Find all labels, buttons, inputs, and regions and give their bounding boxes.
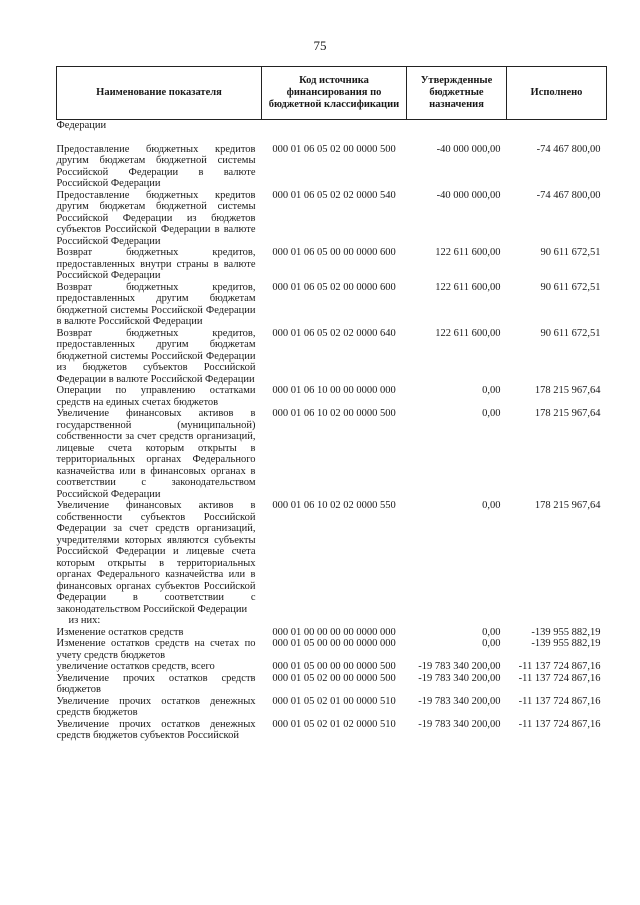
cell-code: 000 01 06 10 02 02 0000 550 (272, 500, 396, 511)
cell-code: 000 01 06 05 02 02 0000 640 (272, 327, 396, 339)
table-row (57, 638, 607, 661)
cell-name: Увеличение прочих остатков средств бюджетов (56, 672, 256, 695)
cell-approved (407, 132, 507, 144)
cell-executed: -139 955 882,19 (531, 638, 601, 649)
page-number: 75 (313, 38, 327, 53)
cell-executed: -11 137 724 867,16 (518, 695, 601, 707)
cell-code: 000 01 06 05 00 00 0000 600 (272, 247, 396, 258)
cell-approved: 0,00 (482, 408, 501, 419)
cell-approved: -19 783 340 200,00 (418, 661, 501, 672)
header-executed: Исполнено (507, 67, 607, 120)
cell-executed: -11 137 724 867,16 (518, 718, 601, 730)
cell-code: 000 01 06 05 02 02 0000 540 (272, 189, 396, 201)
cell-executed (507, 132, 607, 144)
cell-code (262, 615, 407, 627)
cell-name: Увеличение финансовых активов в государственной (муниципальной) собственности за счет средств организаций, лицевые счета которым открыты в территориальных органах Федерального казначейства или в финансовых органах в соответствии с законодательством Российской Федерации (56, 408, 256, 500)
cell-executed: -11 137 724 867,16 (518, 661, 601, 672)
table-row (57, 385, 607, 408)
budget-table (56, 66, 607, 742)
cell-name: Изменение остатков средств (56, 626, 184, 638)
cell-name: Возврат бюджетных кредитов, предоставленных внутри страны в валюте Российской Федерации (56, 247, 256, 281)
cell-name: Федерации (56, 120, 107, 131)
cell-code (262, 132, 407, 144)
cell-code: 000 01 05 00 00 00 0000 000 (272, 638, 396, 649)
cell-executed: -139 955 882,19 (531, 626, 601, 638)
table-row (57, 190, 607, 248)
table-row (57, 408, 607, 500)
header-code: Код источника финансирования по бюджетной классификации (262, 67, 407, 120)
header-approved: Утвержденные бюджетные назначения (407, 67, 507, 120)
cell-approved: 122 611 600,00 (435, 281, 501, 293)
cell-name: Предоставление бюджетных кредитов другим бюджетам бюджетной системы Российской Федерации в валюте Российской Федерации (56, 143, 256, 189)
cell-name: Увеличение прочих остатков денежных средств бюджетов (56, 695, 256, 718)
table-row (57, 719, 607, 742)
cell-executed: 90 611 672,51 (540, 327, 601, 339)
cell-code: 000 01 00 00 00 00 0000 000 (272, 626, 396, 638)
cell-code: 000 01 05 00 00 00 0000 500 (272, 661, 396, 672)
table-row (57, 500, 607, 615)
cell-executed (507, 120, 607, 132)
cell-code: 000 01 05 02 00 00 0000 500 (272, 672, 396, 684)
cell-approved: 0,00 (482, 626, 501, 638)
table-body (57, 120, 607, 742)
header-name: Наименование показателя (57, 67, 262, 120)
table-row (57, 120, 607, 132)
cell-approved (407, 120, 507, 132)
cell-approved (407, 615, 507, 627)
cell-approved: -40 000 000,00 (436, 189, 501, 201)
table-row (57, 696, 607, 719)
table-row (57, 661, 607, 673)
table-row (57, 615, 607, 627)
cell-executed: 90 611 672,51 (540, 247, 601, 258)
cell-name: Возврат бюджетных кредитов, предоставленных другим бюджетам бюджетной системы Российской Федерации из бюджетов субъектов Российской Федерации в валюте Российской Федерации (56, 327, 256, 385)
cell-executed: -11 137 724 867,16 (518, 672, 601, 684)
table-row (57, 328, 607, 386)
cell-approved: -40 000 000,00 (436, 143, 501, 155)
cell-executed: 178 215 967,64 (534, 500, 601, 511)
cell-approved: 0,00 (482, 385, 501, 396)
table-row (57, 247, 607, 282)
cell-executed: -74 467 800,00 (536, 189, 601, 201)
table-row (57, 144, 607, 190)
cell-executed (507, 615, 607, 627)
cell-executed: 178 215 967,64 (534, 408, 601, 419)
cell-executed: -74 467 800,00 (536, 143, 601, 155)
table-row (57, 132, 607, 144)
cell-name: из них: (68, 615, 101, 626)
cell-name: Операции по управлению остатками средств на единых счетах бюджетов (56, 385, 256, 408)
cell-name: увеличение остатков средств, всего (56, 661, 215, 672)
cell-code: 000 01 05 02 01 02 0000 510 (272, 718, 396, 730)
cell-approved: 122 611 600,00 (435, 247, 501, 258)
table-row (57, 673, 607, 696)
table-row (57, 282, 607, 328)
cell-approved: -19 783 340 200,00 (418, 672, 501, 684)
cell-executed: 90 611 672,51 (540, 281, 601, 293)
cell-code (262, 120, 407, 132)
table-header-row (57, 67, 607, 120)
cell-approved: -19 783 340 200,00 (418, 718, 501, 730)
cell-approved: 122 611 600,00 (435, 327, 501, 339)
table-row (57, 627, 607, 639)
cell-executed: 178 215 967,64 (534, 385, 601, 396)
cell-approved: -19 783 340 200,00 (418, 695, 501, 707)
cell-approved: 0,00 (482, 500, 501, 511)
cell-code: 000 01 06 10 02 00 0000 500 (272, 408, 396, 419)
cell-name: Увеличение прочих остатков денежных средств бюджетов субъектов Российской (56, 718, 256, 741)
cell-code: 000 01 06 05 02 00 0000 600 (272, 281, 396, 293)
cell-code: 000 01 06 05 02 00 0000 500 (272, 143, 396, 155)
cell-code: 000 01 05 02 01 00 0000 510 (272, 695, 396, 707)
cell-approved: 0,00 (482, 638, 501, 649)
cell-code: 000 01 06 10 00 00 0000 000 (272, 385, 396, 396)
cell-name: Увеличение финансовых активов в собственности субъектов Российской Федерации за счет средств организаций, учредителями которых являются субъекты Российской Федерации и лицевые счета которым открыты в территориальных органах Федерального казначейства или в финансовых органах субъектов Российской Федерации в соответствии с законодательством Российской Федерации (56, 500, 256, 615)
cell-name: Возврат бюджетных кредитов, предоставленных другим бюджетам бюджетной системы Российской Федерации в валюте Российской Федерации (56, 281, 256, 327)
cell-name (57, 132, 262, 144)
cell-name: Предоставление бюджетных кредитов другим бюджетам бюджетной системы Российской Федерации из бюджетов субъектов Российской Федерации в валюте Российской Федерации (56, 189, 256, 247)
cell-name: Изменение остатков средств на счетах по учету средств бюджетов (56, 638, 256, 661)
